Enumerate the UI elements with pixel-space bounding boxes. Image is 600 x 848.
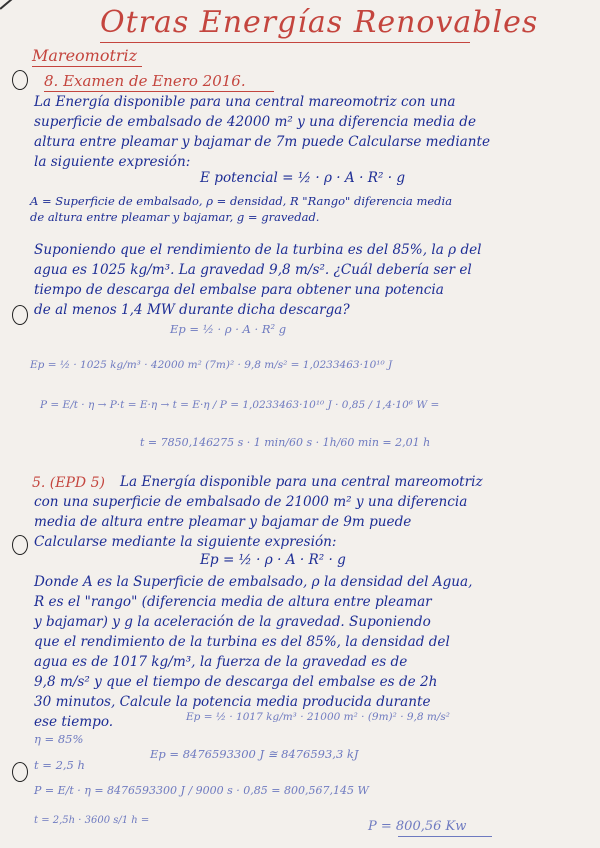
ex8-question-line: tiempo de descarga del embalse para obtener una potencia [34,282,444,298]
ex5-text-line: media de altura entre pleamar y bajamar de 9m puede [34,514,412,530]
exercise-8-underline [44,91,274,92]
ex5-text-line: y bajamar) y g la aceleración de la gravedad. Suponiendo [34,614,431,630]
ex5-text-line: La Energía disponible para una central mareomotriz [120,474,483,490]
ex8-definition-line: A = Superficie de embalsado, ρ = densidad, R "Rango" diferencia media [30,194,453,208]
page-title: Otras Energías Renovables [100,5,539,40]
ex5-time: t = 2,5 h [34,758,85,772]
ex5-text-line: 30 minutos, Calcule la potencia media producida durante [34,694,431,710]
ex5-text-line: ese tiempo. [34,714,114,730]
binder-hole [12,762,28,782]
ex5-text-line: que el rendimiento de la turbina es del 85%, la densidad del [34,634,450,650]
pen-stroke [0,0,31,9]
binder-hole [12,305,28,325]
ex5-text-line: agua es de 1017 kg/m³, la fuerza de la gravedad es de [34,654,408,670]
ex8-question-line: agua es 1025 kg/m³. La gravedad 9,8 m/s². ¿Cuál debería ser el [34,262,472,278]
ex8-time-result: t = 7850,146275 s · 1 min/60 s · 1h/60 min = 2,01 h [140,436,431,449]
binder-hole [12,535,28,555]
section-title: Mareomotriz [32,46,138,65]
ex8-text-line: superficie de embalsado de 42000 m² y una diferencia media de [34,114,477,130]
ex8-formula: E potencial = ½ · ρ · A · R² · g [200,170,406,186]
result-underline [398,836,492,837]
binder-hole [12,70,28,90]
ex8-question-line: de al menos 1,4 MW durante dicha descarga? [34,302,350,318]
ex5-time-conversion: t = 2,5h · 3600 s/1 h = [34,815,150,826]
ex8-time-derivation: P = E/t · η → P·t = E·η → t = E·η / P = 1,0233463·10¹⁰ J · 0,85 / 1,4·10⁶ W = [40,399,440,411]
ex8-text-line: La Energía disponible para una central mareomotriz con una [34,94,456,110]
ex5-text-line: 9,8 m/s² y que el tiempo de descarga del embalse es de 2h [34,674,438,690]
ex5-text-line: R es el "rango" (diferencia media de altura entre pleamar [34,594,432,610]
exercise-8-heading: 8. Examen de Enero 2016. [44,72,246,90]
ex5-text-line: Donde A es la Superficie de embalsado, ρ la densidad del Agua, [34,574,473,590]
ex5-energy-calculation: Ep = ½ · 1017 kg/m³ · 21000 m² · (9m)² · 9,8 m/s² [186,711,451,723]
exercise-5-heading: 5. (EPD 5) [32,475,105,491]
ex5-energy-result: Ep = 8476593300 J ≅ 8476593,3 kJ [150,747,359,761]
title-underline [100,42,470,43]
ex5-power-result: P = 800,56 Kw [368,819,467,834]
ex8-text-line: la siguiente expresión: [34,154,191,170]
ex8-definition-line: de altura entre pleamar y bajamar, g = gravedad. [30,210,320,224]
ex5-power-calculation: P = E/t · η = 8476593300 J / 9000 s · 0,85 = 800,567,145 W [34,784,369,797]
ex5-text-line: Calcularse mediante la siguiente expresión: [34,534,337,550]
ex5-formula: Ep = ½ · ρ · A · R² · g [200,552,346,568]
ex8-energy-calculation: Ep = ½ · 1025 kg/m³ · 42000 m² (7m)² · 9,8 m/s² = 1,0233463·10¹⁰ J [30,359,393,371]
ex8-formula-restated: Ep = ½ · ρ · A · R² g [170,322,287,336]
ex8-question-line: Suponiendo que el rendimiento de la turbina es del 85%, la ρ del [34,242,482,258]
section-underline [32,66,142,67]
ex5-efficiency: η = 85% [34,732,84,746]
ex5-text-line: con una superficie de embalsado de 21000 m² y una diferencia [34,494,468,510]
ex8-text-line: altura entre pleamar y bajamar de 7m puede Calcularse mediante [34,134,491,150]
